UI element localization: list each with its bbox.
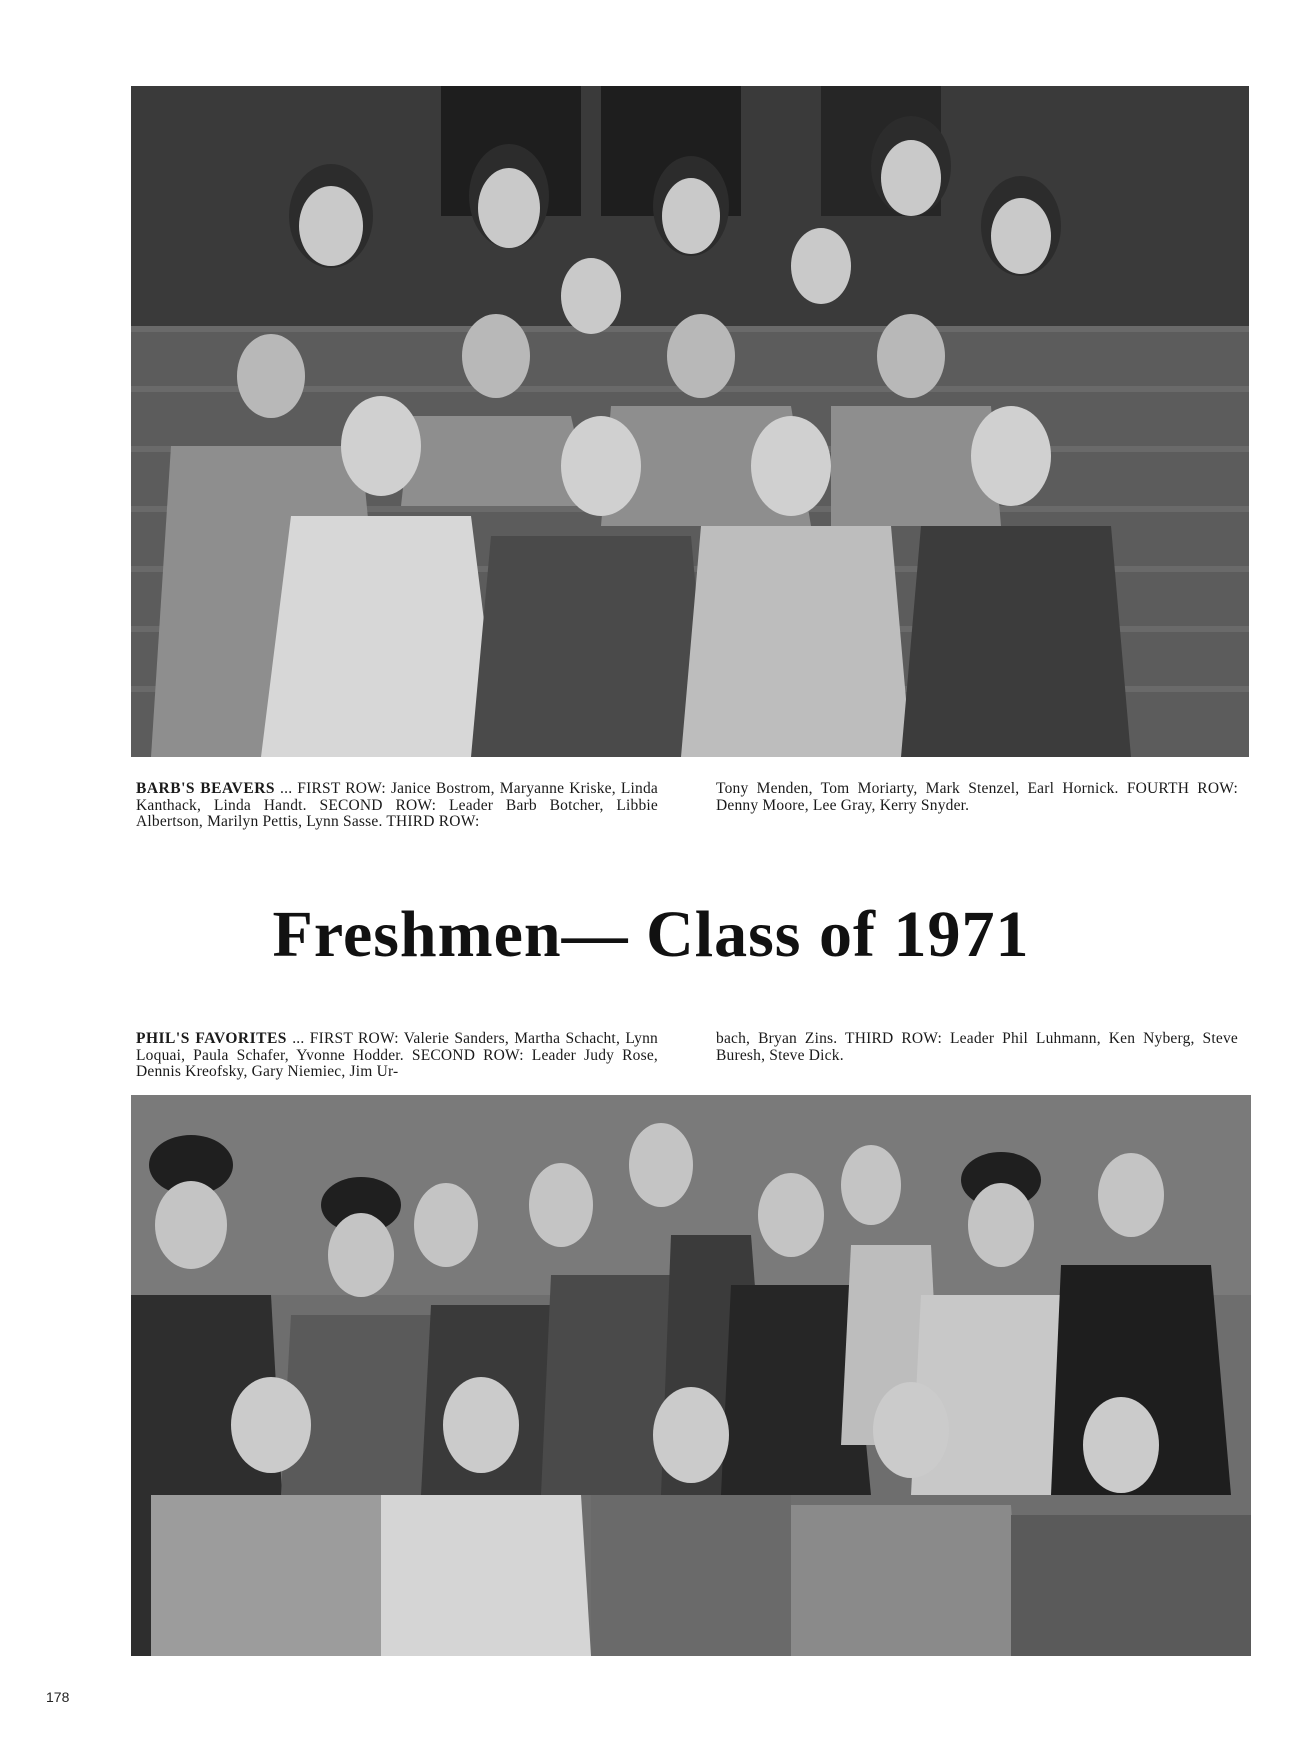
page-title: Freshmen— Class of 1971 xyxy=(272,898,1030,971)
group-name-bottom: PHIL'S FAVORITES xyxy=(136,1030,287,1047)
photo-illustration xyxy=(131,86,1249,757)
caption-top-left-text: ... FIRST ROW: Janice Bostrom, Maryanne Kriske, Linda Kanthack, Linda Handt. SECOND ROW: Leader Barb Botcher, Libbie Albertson, Marilyn Pettis, Lynn Sasse. THIRD ROW: xyxy=(136,780,658,830)
caption-bottom-left-text: ... FIRST ROW: Valerie Sanders, Martha Schacht, Lynn Loquai, Paula Schafer, Yvonne Hodder. SECOND ROW: Leader Judy Rose, Dennis Kreofsky, Gary Niemiec, Jim Ur- xyxy=(136,1030,658,1080)
photo-illustration xyxy=(131,1095,1251,1656)
group-photo-barbs-beavers xyxy=(131,86,1249,757)
caption-top-left xyxy=(136,781,658,831)
caption-top-right: Tony Menden, Tom Moriarty, Mark Stenzel, Earl Hornick. FOURTH ROW: Denny Moore, Lee Gray, Kerry Snyder. xyxy=(716,780,1238,814)
group-name-top: BARB'S BEAVERS xyxy=(136,780,276,797)
caption-bottom-left xyxy=(136,1031,658,1081)
caption-bottom-right: bach, Bryan Zins. THIRD ROW: Leader Phil Luhmann, Ken Nyberg, Steve Buresh, Steve Dick. xyxy=(716,1030,1238,1064)
page-number: 178 xyxy=(46,1689,70,1705)
group-photo-phils-favorites xyxy=(131,1095,1251,1656)
